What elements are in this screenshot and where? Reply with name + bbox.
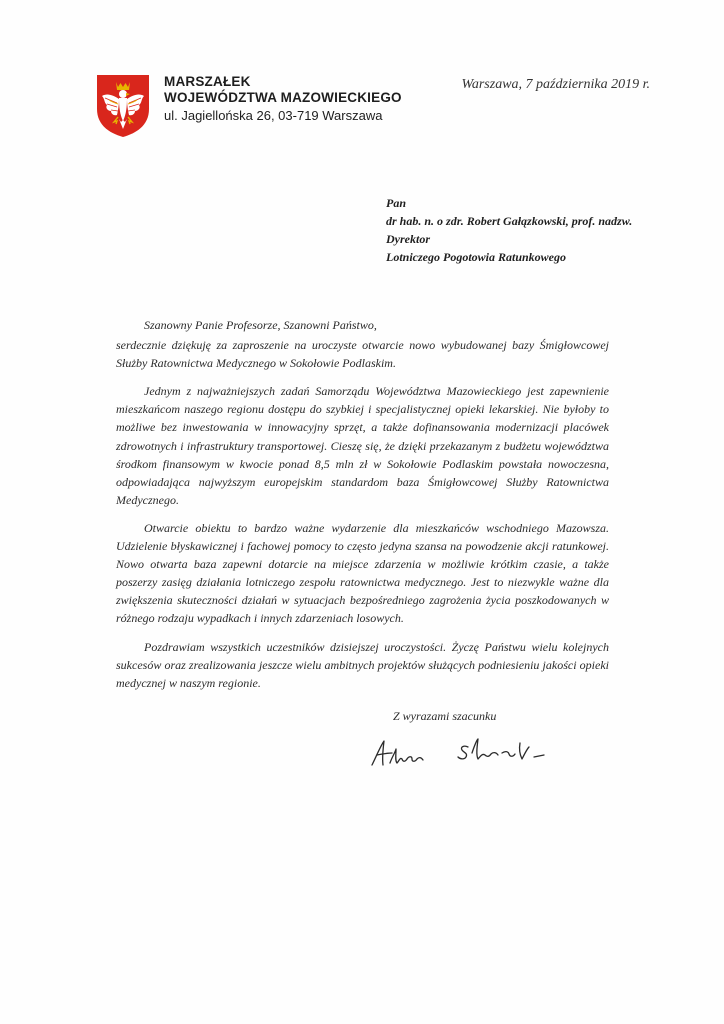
letter-date: Warszawa, 7 października 2019 r. — [461, 77, 650, 92]
letter-body — [116, 316, 609, 702]
sender-block — [164, 74, 402, 124]
recipient-block — [386, 194, 632, 266]
recipient-line1: Pan — [386, 196, 407, 210]
mazovia-eagle-crest-icon — [95, 73, 151, 139]
closing-phrase: Z wyrazami szacunku — [393, 709, 497, 723]
recipient-line2: dr hab. n. o zdr. Robert Gałązkowski, prof. nadzw. — [386, 214, 633, 228]
sender-address: ul. Jagiellońska 26, 03-719 Warszawa — [164, 108, 383, 123]
body-paragraph-3: Otwarcie obiektu to bardzo ważne wydarzenie dla mieszkańców wschodniego Mazowsza. Udzielenie błyskawicznej i fachowej pomocy to często jedyna szansa na powodzenie akcji ratunkowej. Nowo otwarta baza zapewni dotarcie na miejsce zdarzenia w możliwie krótkim czasie, a także poszerzy zasięg działania lotniczego zespołu ratownictwa medycznego. Jest to niezwykle ważne dla zwiększenia skuteczności działań w sytuacjach bezpośredniego zagrożenia życia poszkodowanych w różnego rodzaju wypadkach i innych zdarzeniach losowych. — [116, 520, 609, 626]
body-paragraph-1: serdecznie dziękuję za zaproszenie na uroczyste otwarcie nowo wybudowanej bazy Śmigłowcowej Służby Ratownictwa Medycznego w Sokołowie Podlaskim. — [116, 338, 609, 371]
sender-title-line1: MARSZAŁEK — [164, 74, 251, 89]
salutation: Szanowny Panie Profesorze, Szanowni Państwo, — [144, 318, 377, 332]
recipient-line4: Lotniczego Pogotowia Ratunkowego — [386, 250, 567, 264]
body-paragraph-4: Pozdrawiam wszystkich uczestników dzisiejszej uroczystości. Życzę Państwu wielu kolejnych sukcesów oraz zrealizowania jeszcze wielu ambitnych projektów służących podniesieniu jakości opieki medycznej w naszym regionie. — [116, 639, 609, 690]
sender-title-line2: WOJEWÓDZTWA MAZOWIECKIEGO — [164, 90, 402, 105]
body-paragraph-2: Jednym z najważniejszych zadań Samorządu Województwa Mazowieckiego jest zapewnienie mieszkańcom naszego regionu dostępu do szybkiej i specjalistycznej opieki lekarskiej. Nie byłoby to możliwe bez inwestowania w innowacyjny sprzęt, a także dofinansowania modernizacji placówek zdrowotnych i infrastruktury transportowej. Cieszę się, że dzięki przekazanym z budżetu województwa środkom finansowym w kwocie ponad 8,5 mln zł w Sokołowie Podlaskim powstała nowoczesna, odpowiadająca najwyższym europejskim standardom baza Śmigłowcowej Służby Ratownictwa Medycznego. — [116, 384, 609, 507]
handwritten-signature-icon — [368, 735, 568, 775]
recipient-line3: Dyrektor — [386, 232, 430, 246]
